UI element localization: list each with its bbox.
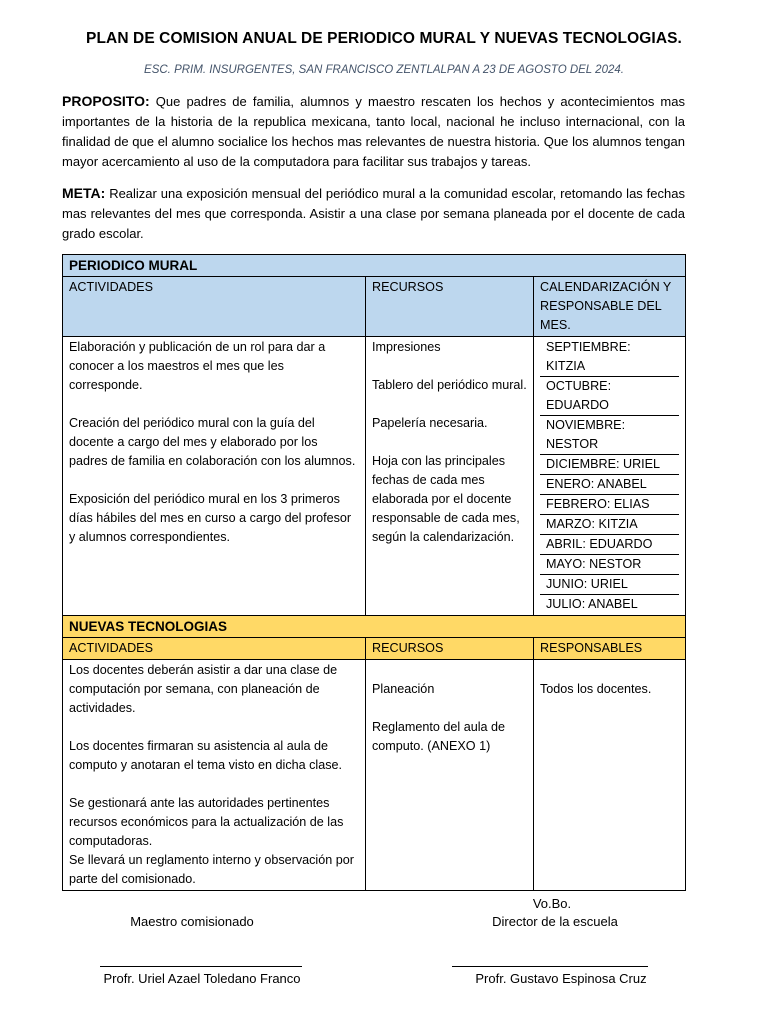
periodico-recurso-2: Tablero del periódico mural. — [372, 378, 527, 392]
left-signature-name: Profr. Uriel Azael Toledano Franco — [103, 971, 301, 986]
calendario-item-diciembre: DICIEMBRE: URIEL — [540, 455, 679, 475]
periodico-actividad-2: Creación del periódico mural con la guía del docente a cargo del mes y elaborado por los padres de familia en colaboración con los alumnos. — [69, 416, 356, 468]
periodico-header-row — [63, 277, 686, 337]
vobo-label: Vo.Bo. — [532, 896, 572, 911]
periodico-header-recursos: RECURSOS — [366, 277, 534, 337]
calendario-item-junio: JUNIO: URIEL — [540, 575, 679, 595]
tecnologias-section-row — [63, 616, 686, 638]
periodico-header-actividades: ACTIVIDADES — [63, 277, 366, 337]
periodico-actividades-cell — [63, 337, 366, 616]
tecnologias-actividad-4: Se llevará un reglamento interno y observación por parte del comisionado. — [69, 853, 354, 886]
tecnologias-header-actividades: ACTIVIDADES — [63, 638, 366, 660]
proposito-label: PROPOSITO: — [62, 93, 150, 109]
tecnologias-header-row — [63, 638, 686, 660]
tecnologias-actividad-1: Los docentes deberán asistir a dar una clase de computación por semana, con planeación de actividades. — [69, 663, 338, 715]
periodico-recursos-cell — [366, 337, 534, 616]
calendario-item-febrero: FEBRERO: ELIAS — [540, 495, 679, 515]
left-signature-role: Maestro comisionado — [130, 914, 254, 929]
proposito-paragraph — [62, 91, 685, 172]
tecnologias-body-row — [63, 660, 686, 891]
left-signature-line — [100, 966, 302, 967]
proposito-text: Que padres de familia, alumnos y maestro rescaten los hechos y acontecimientos mas importantes de la historia de la republica mexicana, tanto local, nacional he incluso internacional, con la finalidad de que el alumno socialice los hechos mas relevantes de nuestra historia. Que los alumnos tengan mayor acercamiento al uso de la computadora para facilitar sus trabajos y tareas. — [62, 94, 685, 169]
tecnologias-actividades-cell — [63, 660, 366, 891]
periodico-recurso-1: Impresiones — [372, 340, 441, 354]
periodico-recurso-3: Papelería necesaria. — [372, 416, 488, 430]
calendario-item-septiembre: SEPTIEMBRE: KITZIA — [540, 338, 679, 377]
calendario-item-julio: JULIO: ANABEL — [546, 597, 638, 611]
tecnologias-responsables-cell — [534, 660, 686, 891]
periodico-section-row — [63, 255, 686, 277]
calendario-item-marzo: MARZO: KITZIA — [540, 515, 679, 535]
tecnologias-responsables: Todos los docentes. — [540, 682, 652, 696]
plan-table — [62, 254, 686, 891]
meta-text: Realizar una exposición mensual del periódico mural a la comunidad escolar, retomando las fechas mas relevantes del mes que corresponda. Asistir a una clase por semana planeada por el docente de cada grado escolar. — [62, 186, 685, 241]
calendario-list — [540, 338, 679, 614]
tecnologias-actividad-3: Se gestionará ante las autoridades pertinentes recursos económicos para la actualización de las computadoras. — [69, 796, 344, 848]
tecnologias-header-responsables: RESPONSABLES — [534, 638, 686, 660]
periodico-calendario-cell — [534, 337, 686, 616]
tecnologias-actividad-2: Los docentes firmaran su asistencia al aula de computo y anotaran el tema visto en dicha clase. — [69, 739, 343, 772]
periodico-section-title: PERIODICO MURAL — [63, 255, 686, 277]
right-signature-line — [452, 966, 648, 967]
calendario-item-noviembre: NOVIEMBRE: NESTOR — [540, 416, 679, 455]
calendario-item-mayo: MAYO: NESTOR — [540, 555, 679, 575]
calendario-item-abril: ABRIL: EDUARDO — [540, 535, 679, 555]
document-title: PLAN DE COMISION ANUAL DE PERIODICO MURAL Y NUEVAS TECNOLOGIAS. — [86, 30, 682, 47]
calendario-item-enero: ENERO: ANABEL — [540, 475, 679, 495]
periodico-actividad-1: Elaboración y publicación de un rol para dar a conocer a los maestros el mes que les corresponde. — [69, 340, 326, 392]
tecnologias-header-recursos: RECURSOS — [366, 638, 534, 660]
tecnologias-recurso-2: Reglamento del aula de computo. (ANEXO 1) — [372, 720, 506, 753]
right-signature-role: Director de la escuela — [492, 914, 618, 929]
meta-label: META: — [62, 185, 106, 201]
periodico-header-calendarizacion: CALENDARIZACIÓN Y RESPONSABLE DEL MES. — [534, 277, 686, 337]
tecnologias-section-title: NUEVAS TECNOLOGIAS — [63, 616, 686, 638]
calendario-item-octubre: OCTUBRE: EDUARDO — [540, 377, 679, 416]
meta-paragraph — [62, 183, 685, 244]
periodico-recurso-4: Hoja con las principales fechas de cada mes elaborada por el docente responsable de cada mes, según la calendarización. — [372, 454, 520, 544]
periodico-actividad-3: Exposición del periódico mural en los 3 primeros días hábiles del mes en curso a cargo del profesor y alumnos correspondientes. — [69, 492, 352, 544]
tecnologias-recursos-cell — [366, 660, 534, 891]
document-subtitle: ESC. PRIM. INSURGENTES, SAN FRANCISCO ZENTLALPAN A 23 DE AGOSTO DEL 2024. — [144, 64, 624, 76]
periodico-body-row — [63, 337, 686, 616]
right-signature-name: Profr. Gustavo Espinosa Cruz — [475, 971, 647, 986]
tecnologias-recurso-1: Planeación — [372, 682, 435, 696]
